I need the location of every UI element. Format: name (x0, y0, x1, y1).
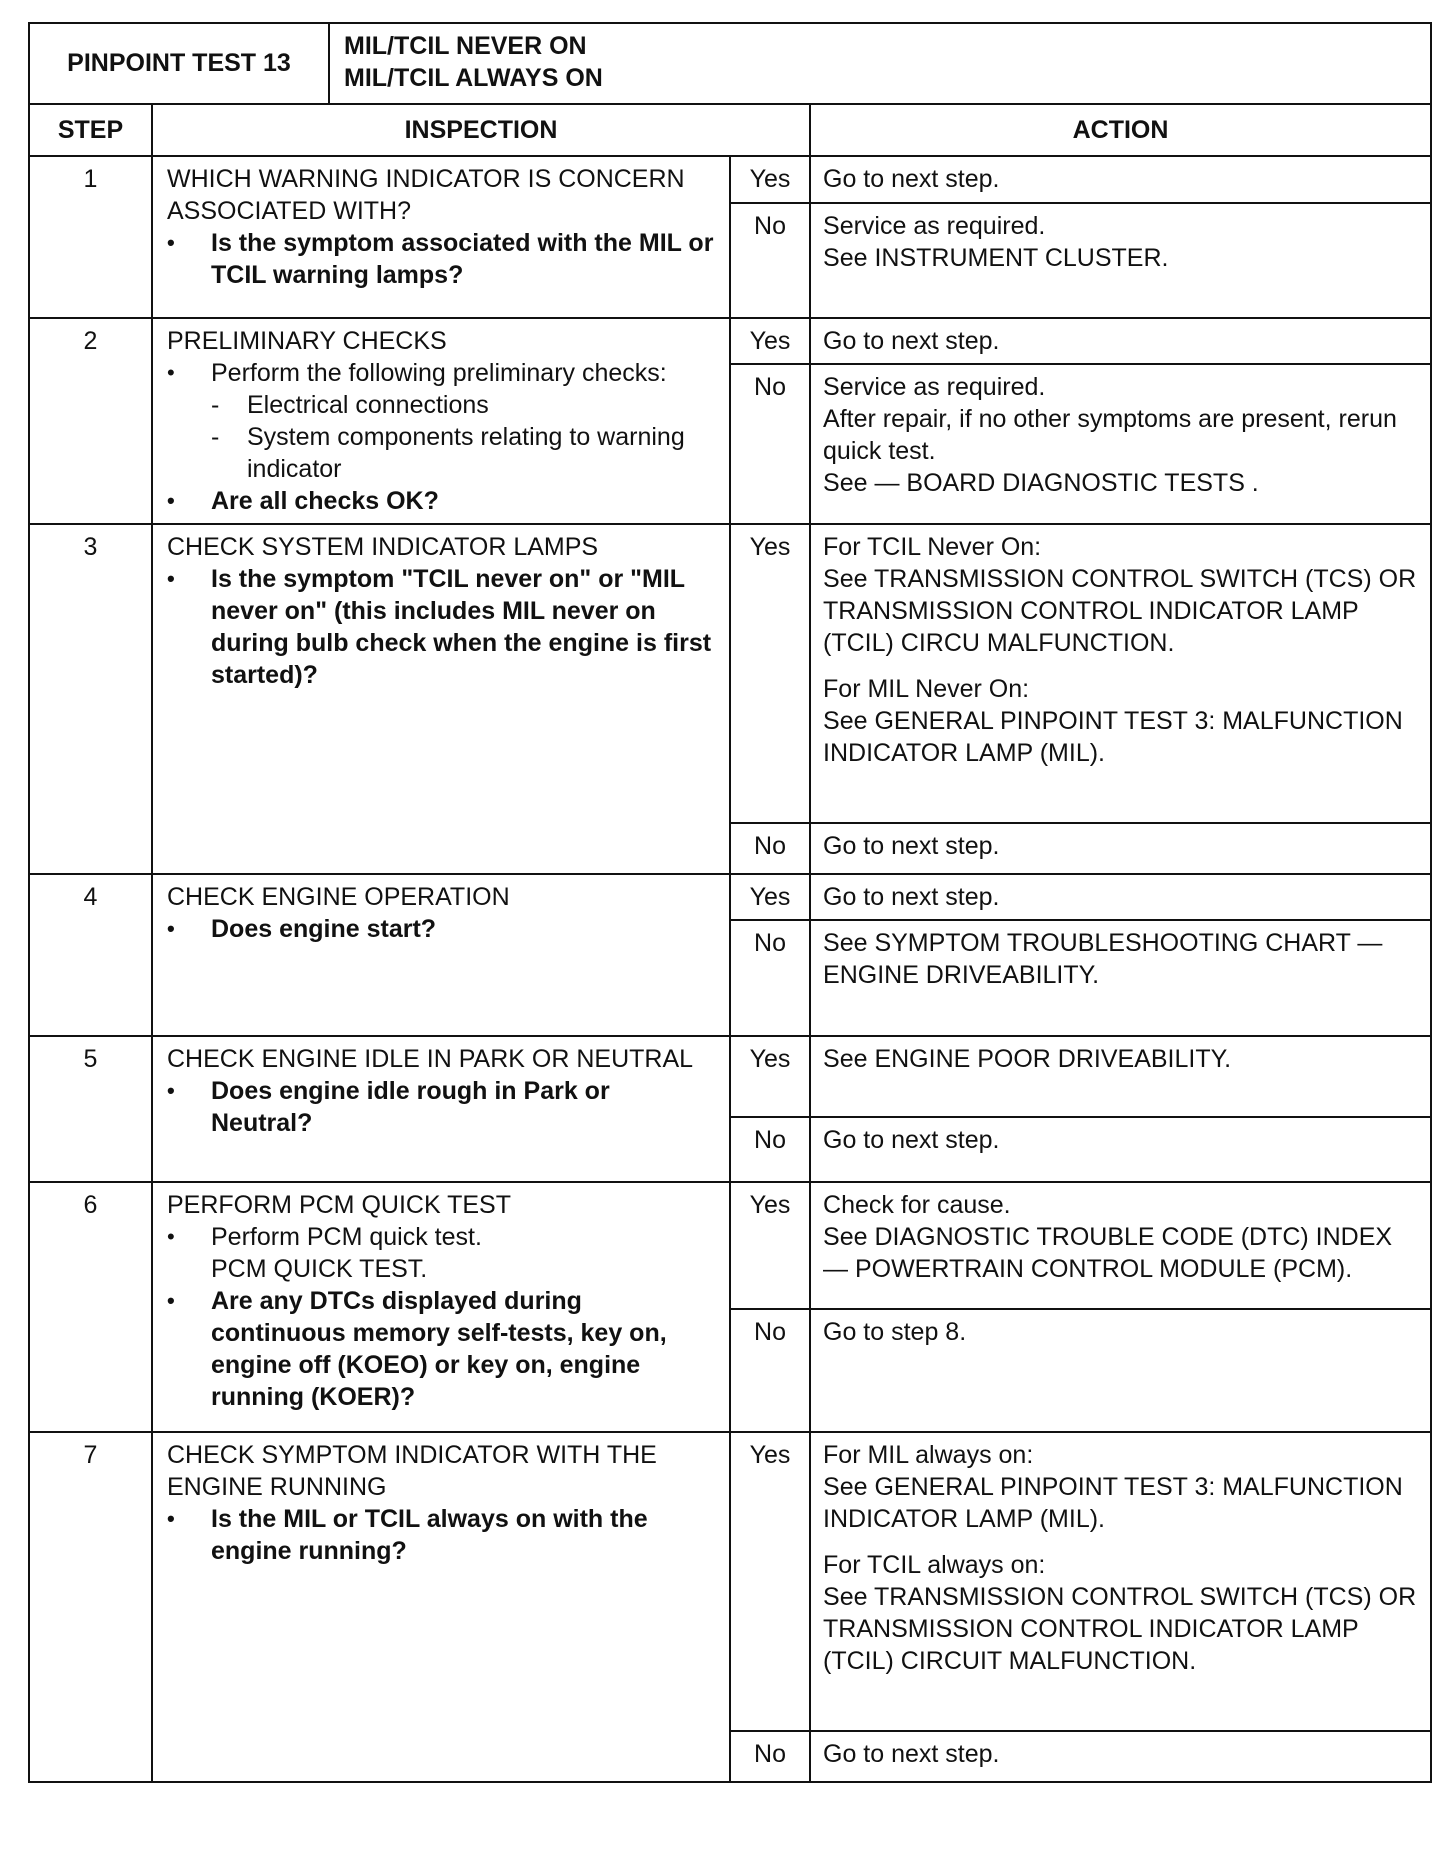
step-number: 1 (29, 156, 152, 318)
no-label: No (730, 203, 810, 318)
step-number: 3 (29, 524, 152, 874)
step-number: 4 (29, 874, 152, 1036)
inspection-bullet: • Perform PCM quick test. PCM QUICK TEST. (167, 1223, 482, 1283)
inspection-title: PRELIMINARY CHECKS (167, 327, 447, 355)
bullet-icon: • (167, 488, 175, 513)
step-number: 7 (29, 1432, 152, 1782)
action-no: Go to next step. (810, 1731, 1431, 1782)
no-label: No (730, 1731, 810, 1782)
step-5-yes-row (29, 1036, 1431, 1117)
test-title (330, 24, 1430, 103)
action-yes: For MIL always on: See GENERAL PINPOINT TEST 3: MALFUNCTION INDICATOR LAMP (MIL). For TCIL always on: See TRANSMISSION CONTROL SWITCH (TCS) OR TRANSMISSION CONTROL INDICATOR LAMP (TCIL) CIRCUIT MALFUNCTION. (810, 1432, 1431, 1731)
col-action: ACTION (810, 105, 1431, 156)
step-7-yes-row (29, 1432, 1431, 1731)
inspection-cell (152, 156, 730, 318)
action-yes: Go to next step. (810, 318, 1431, 364)
inspection-cell (152, 318, 730, 524)
bullet-icon: • (167, 1078, 175, 1103)
inspection-subitem: - Electrical connections (211, 391, 489, 419)
inspection-subitem: - System components relating to warning indicator (211, 423, 685, 483)
inspection-title: PERFORM PCM QUICK TEST (167, 1191, 512, 1219)
step-number: 6 (29, 1182, 152, 1432)
action-no: Go to next step. (810, 823, 1431, 874)
column-header-row (29, 105, 1431, 156)
step-2-yes-row (29, 318, 1431, 364)
test-title-line1: MIL/TCIL NEVER ON (344, 32, 587, 60)
yes-label: Yes (730, 1432, 810, 1731)
action-no: Go to next step. (810, 1117, 1431, 1182)
test-header (28, 22, 1432, 105)
inspection-question: • Is the MIL or TCIL always on with the engine running? (167, 1505, 648, 1565)
col-step: STEP (29, 105, 152, 156)
action-no: See SYMPTOM TROUBLESHOOTING CHART — ENGINE DRIVEABILITY. (810, 920, 1431, 1036)
yes-label: Yes (730, 524, 810, 823)
action-yes: Check for cause. See DIAGNOSTIC TROUBLE CODE (DTC) INDEX — POWERTRAIN CONTROL MODULE (PCM). (810, 1182, 1431, 1309)
test-label: PINPOINT TEST 13 (30, 24, 330, 103)
inspection-title: CHECK ENGINE OPERATION (167, 883, 510, 911)
step-1-yes-row (29, 156, 1431, 203)
step-4-yes-row (29, 874, 1431, 920)
pinpoint-test-sheet (28, 22, 1432, 1783)
step-number: 5 (29, 1036, 152, 1182)
inspection-cell (152, 874, 730, 1036)
no-label: No (730, 1117, 810, 1182)
action-yes: Go to next step. (810, 156, 1431, 203)
inspection-cell (152, 524, 730, 874)
inspection-title: WHICH WARNING INDICATOR IS CONCERN ASSOCIATED WITH? (167, 165, 685, 225)
action-yes: See ENGINE POOR DRIVEABILITY. (810, 1036, 1431, 1117)
inspection-question: • Are any DTCs displayed during continuous memory self-tests, key on, engine off (KOEO) or key on, engine running (KOER)? (167, 1287, 667, 1411)
inspection-question: • Is the symptom associated with the MIL or TCIL warning lamps? (167, 229, 714, 289)
action-no: Go to step 8. (810, 1309, 1431, 1432)
diagnostic-table (28, 105, 1432, 1783)
inspection-title: CHECK ENGINE IDLE IN PARK OR NEUTRAL (167, 1045, 694, 1073)
inspection-question: • Are all checks OK? (167, 487, 439, 515)
inspection-question: • Does engine start? (167, 915, 437, 943)
yes-label: Yes (730, 874, 810, 920)
no-label: No (730, 364, 810, 524)
action-no: Service as required. After repair, if no other symptoms are present, rerun quick test. See — BOARD DIAGNOSTIC TESTS . (810, 364, 1431, 524)
action-yes: Go to next step. (810, 874, 1431, 920)
step-number: 2 (29, 318, 152, 524)
action-no: Service as required. See INSTRUMENT CLUSTER. (810, 203, 1431, 318)
inspection-question: • Does engine idle rough in Park or Neutral? (167, 1077, 610, 1137)
inspection-cell (152, 1432, 730, 1782)
inspection-cell (152, 1036, 730, 1182)
inspection-title: CHECK SYMPTOM INDICATOR WITH THE ENGINE RUNNING (167, 1441, 657, 1501)
no-label: No (730, 823, 810, 874)
no-label: No (730, 1309, 810, 1432)
bullet-icon: • (167, 1288, 175, 1313)
action-yes: For TCIL Never On: See TRANSMISSION CONTROL SWITCH (TCS) OR TRANSMISSION CONTROL INDICATOR LAMP (TCIL) CIRCU MALFUNCTION. For MIL Never On: See GENERAL PINPOINT TEST 3: MALFUNCTION INDICATOR LAMP (MIL). (810, 524, 1431, 823)
no-label: No (730, 920, 810, 1036)
step-3-yes-row (29, 524, 1431, 823)
inspection-cell (152, 1182, 730, 1432)
inspection-question: • Is the symptom "TCIL never on" or "MIL never on" (this includes MIL never on during bulb check when the engine is first started)? (167, 565, 712, 689)
test-title-line2: MIL/TCIL ALWAYS ON (344, 64, 603, 92)
bullet-icon: • (167, 1224, 175, 1249)
yes-label: Yes (730, 318, 810, 364)
inspection-title: CHECK SYSTEM INDICATOR LAMPS (167, 533, 599, 561)
bullet-icon: • (167, 230, 175, 255)
yes-label: Yes (730, 1036, 810, 1117)
yes-label: Yes (730, 156, 810, 203)
bullet-icon: • (167, 360, 175, 385)
col-inspection: INSPECTION (152, 105, 810, 156)
yes-label: Yes (730, 1182, 810, 1309)
bullet-icon: • (167, 1506, 175, 1531)
inspection-bullet: • Perform the following preliminary checks: (167, 359, 667, 387)
bullet-icon: • (167, 566, 175, 591)
bullet-icon: • (167, 916, 175, 941)
step-6-yes-row (29, 1182, 1431, 1309)
